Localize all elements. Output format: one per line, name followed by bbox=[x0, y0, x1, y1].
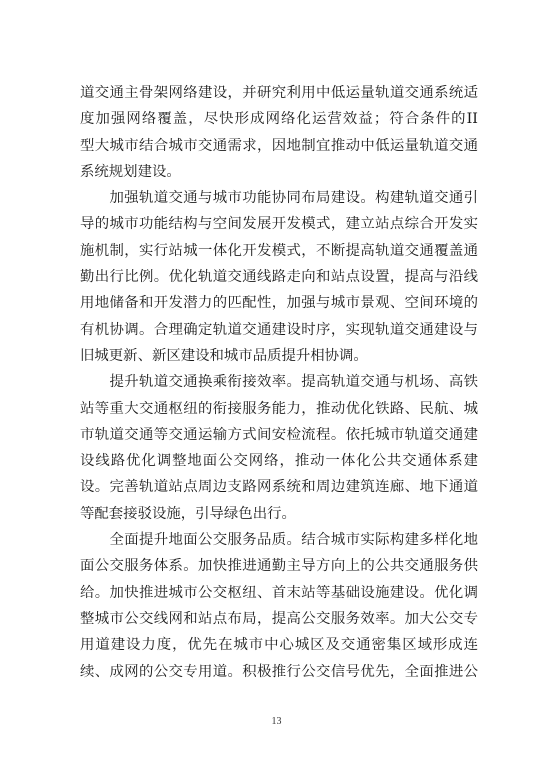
text-line: 整城市公交线网和站点布局，提高公交服务效率。加大公交专 bbox=[80, 610, 478, 627]
text-line: 导的城市功能结构与空间发展开发模式，建立站点综合开发实 bbox=[80, 216, 478, 233]
text-line: 设线路优化调整地面公交网络，推动一体化公共交通体系建 bbox=[80, 453, 478, 470]
page-number: 13 bbox=[271, 716, 282, 727]
text-line: 用地储备和开发潜力的匹配性，加强与城市景观、空间环境的 bbox=[80, 295, 478, 312]
body-text bbox=[80, 80, 478, 685]
text-line: 度加强网络覆盖，尽快形成网络化运营效益；符合条件的II bbox=[80, 111, 478, 128]
text-line: 勤出行比例。优化轨道交通线路走向和站点设置，提高与沿线 bbox=[80, 269, 478, 286]
text-line: 道交通主骨架网络建设，并研究利用中低运量轨道交通系统适 bbox=[80, 85, 478, 101]
text-line: 旧城更新、新区建设和城市品质提升相协调。 bbox=[80, 347, 368, 364]
text-line: 市轨道交通等交通运输方式间安检流程。依托城市轨道交通建 bbox=[80, 426, 478, 443]
text-line: 站等重大交通枢纽的衔接服务能力，推动优化铁路、民航、城 bbox=[80, 400, 478, 417]
text-line: 有机协调。合理确定轨道交通建设时序，实现轨道交通建设与 bbox=[80, 321, 478, 338]
text-line: 全面提升地面公交服务品质。结合城市实际构建多样化地 bbox=[80, 532, 478, 549]
text-line: 加强轨道交通与城市功能协同布局建设。构建轨道交通引 bbox=[80, 190, 478, 207]
text-line: 提升轨道交通换乘衔接效率。提高轨道交通与机场、高铁 bbox=[80, 374, 478, 391]
text-line: 用道建设力度，优先在城市中心城区及交通密集区域形成连 bbox=[80, 637, 478, 654]
text-line: 型大城市结合城市交通需求，因地制宜推动中低运量轨道交通 bbox=[80, 137, 478, 154]
text-line: 面公交服务体系。加快推进通勤主导方向上的公共交通服务供 bbox=[80, 558, 478, 575]
text-line: 给。加快推进城市公交枢纽、首末站等基础设施建设。优化调 bbox=[80, 584, 478, 601]
text-line: 设。完善轨道站点周边支路网系统和周边建筑连廊、地下通道 bbox=[80, 479, 478, 496]
text-line: 续、成网的公交专用道。积极推行公交信号优先，全面推进公 bbox=[80, 663, 478, 680]
text-line: 等配套接驳设施，引导绿色出行。 bbox=[80, 505, 296, 522]
text-line: 施机制，实行站城一体化开发模式，不断提高轨道交通覆盖通 bbox=[80, 242, 478, 259]
text-line: 系统规划建设。 bbox=[80, 163, 181, 180]
